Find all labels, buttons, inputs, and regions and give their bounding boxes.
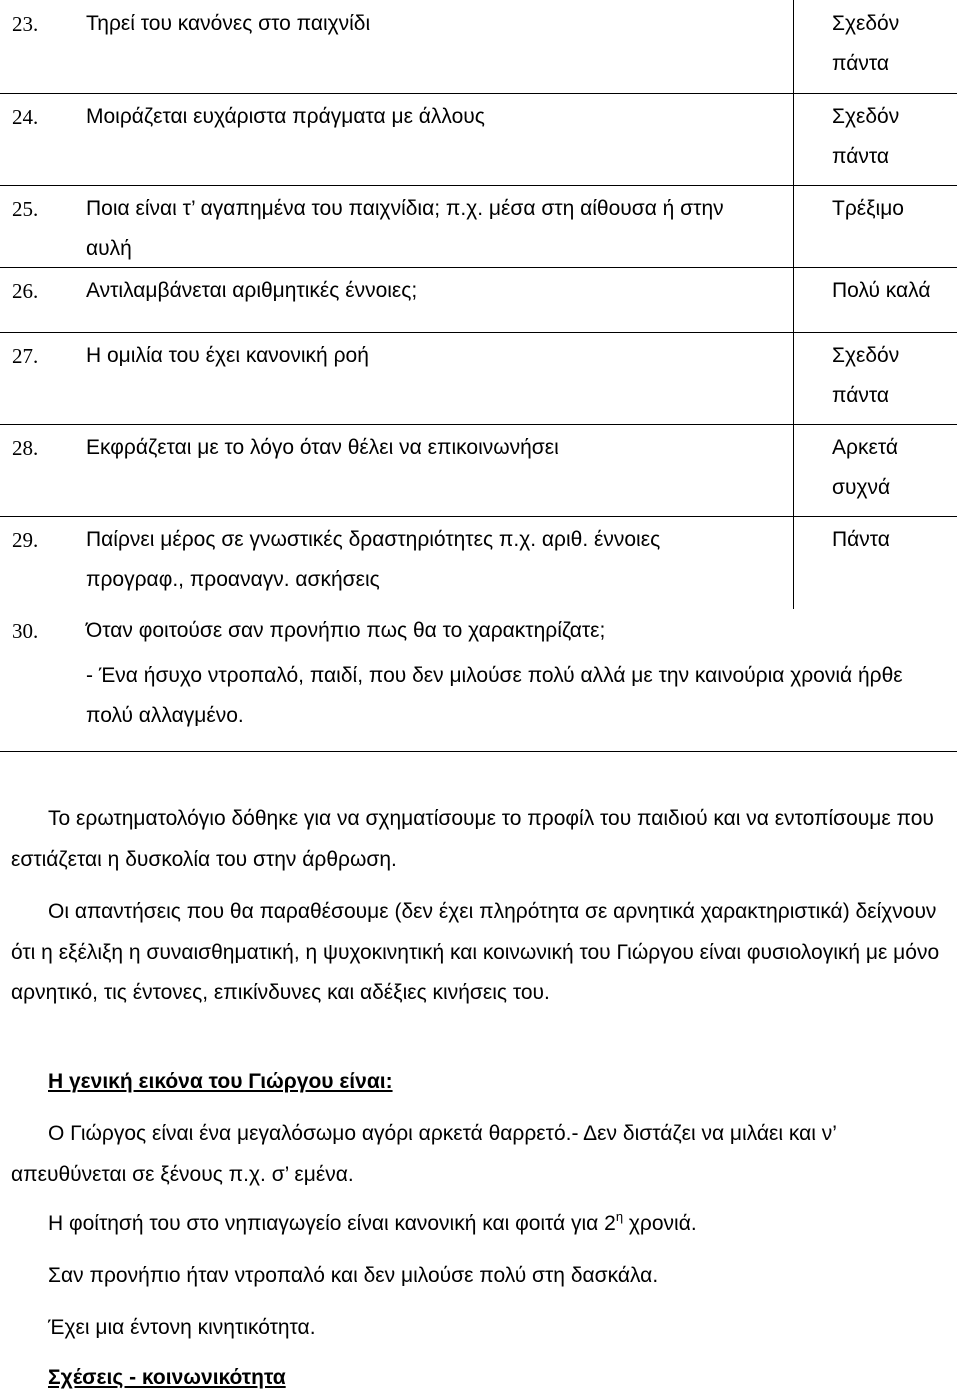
question-number: 28. — [12, 436, 39, 460]
question-number: 26. — [12, 279, 39, 303]
question-number: 30. — [12, 619, 39, 643]
table-row-30 — [0, 609, 957, 752]
paragraph-text: Ο Γιώργος είναι ένα μεγαλόσωμο αγόρι αρκετά θαρρετό.- Δεν διστάζει να μιλάει και ν’ απευθύνεται σε ξένους π.χ. σ’ εμένα. — [11, 1122, 837, 1186]
question-number: 23. — [12, 12, 39, 36]
paragraph: Σαν προνήπιο ήταν ντροπαλό και δεν μιλούσε πολύ στη δασκάλα. — [48, 1264, 659, 1287]
answer-text: Τρέξιμο — [832, 197, 904, 220]
table-row — [0, 93, 957, 186]
answer-text: - Ένα ήσυχο ντροπαλό, παιδί, που δεν μιλούσε πολύ αλλά με την καινούρια χρονιά ήρθε πολύ αλλαγμένο. — [86, 664, 903, 727]
paragraph — [11, 799, 946, 880]
table-row — [0, 267, 957, 333]
paragraph — [11, 1114, 946, 1195]
question-text: Τηρεί του κανόνες στο παιχνίδι — [86, 12, 371, 35]
answer-text: Σχεδόν πάντα — [832, 105, 900, 168]
question-text: Η ομιλία του έχει κανονική ροή — [86, 344, 369, 367]
question-number: 25. — [12, 197, 39, 221]
question-number: 27. — [12, 344, 39, 368]
paragraph-text: χρονιά. — [623, 1212, 697, 1235]
table-row — [0, 516, 957, 609]
table-row — [0, 332, 957, 425]
question-number: 29. — [12, 528, 39, 552]
question-text: Μοιράζεται ευχάριστα πράγματα με άλλους — [86, 105, 485, 128]
paragraph-text: Η φοίτησή του στο νηπιαγωγείο είναι κανονική και φοιτά για 2 — [48, 1212, 616, 1235]
paragraph — [11, 892, 946, 1014]
paragraph-text: Οι απαντήσεις που θα παραθέσουμε (δεν έχει πληρότητα σε αρνητικά χαρακτηριστικά) δείχνουν ότι η εξέλιξη η συναισθηματική, η ψυχοκινητική και κοινωνική του Γιώργου είναι φυσιολογική με μόνο αρνητικό, τις έντονες, επικίνδυνες και αδέξιες κινήσεις του. — [11, 900, 940, 1004]
paragraph: Έχει μια έντονη κινητικότητα. — [48, 1316, 316, 1339]
table-row — [0, 0, 957, 94]
question-text: Εκφράζεται με το λόγο όταν θέλει να επικοινωνήσει — [86, 436, 559, 459]
table-row — [0, 185, 957, 268]
superscript: η — [615, 1209, 624, 1224]
answer-text: Πολύ καλά — [832, 279, 931, 302]
question-text: Παίρνει μέρος σε γνωστικές δραστηριότητες π.χ. αριθ. έννοιες προγραφ., προαναγν. ασκήσεις — [86, 528, 661, 591]
question-text: Όταν φοιτούσε σαν προνήπιο πως θα το χαρακτηρίζατε; — [86, 619, 606, 642]
answer-text: Σχεδόν πάντα — [832, 12, 900, 75]
paragraph-text: Το ερωτηματολόγιο δόθηκε για να σχηματίσουμε το προφίλ του παιδιού και να εντοπίσουμε που εστιάζεται η δυσκολία του στην άρθρωση. — [11, 807, 934, 871]
question-text: Αντιλαμβάνεται αριθμητικές έννοιες; — [86, 279, 418, 302]
question-text: Ποια είναι τ’ αγαπημένα του παιχνίδια; π.χ. μέσα στη αίθουσα ή στην αυλή — [86, 197, 724, 260]
answer-text: Σχεδόν πάντα — [832, 344, 900, 407]
section-heading: Σχέσεις - κοινωνικότητα — [48, 1366, 286, 1389]
table-row — [0, 424, 957, 517]
section-heading: Η γενική εικόνα του Γιώργου είναι: — [48, 1070, 393, 1093]
paragraph — [48, 1209, 697, 1236]
question-number: 24. — [12, 105, 39, 129]
answer-text: Αρκετά συχνά — [832, 436, 898, 499]
answer-text: Πάντα — [832, 528, 890, 551]
